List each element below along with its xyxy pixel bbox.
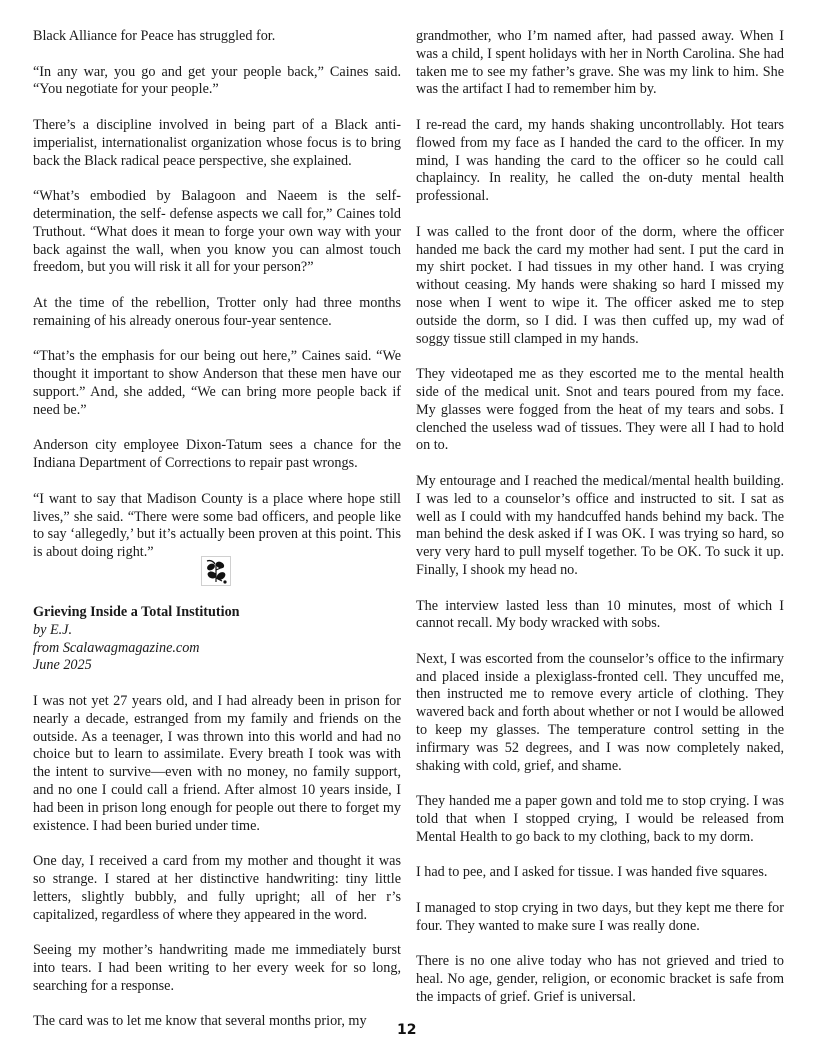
right-column xyxy=(416,28,784,1025)
body-paragraph: The card was to let me know that several months prior, my xyxy=(33,1013,367,1030)
body-paragraph: There is no one alive today who has not grieved and tried to heal. No age, gender, religion, or economic bracket is safe from the impacts of grief. Grief is universal. xyxy=(416,953,784,1006)
page-number: 12 xyxy=(397,1022,417,1038)
body-paragraph: I re-read the card, my hands shaking uncontrollably. Hot tears flowed from my face as I handed the card to the officer. In my mind, I was handing the card to the officer so he could call chaplaincy. In reality, he called the on-duty mental health professional. xyxy=(416,116,784,205)
article-header xyxy=(33,604,401,675)
body-paragraph: The interview lasted less than 10 minutes, most of which I cannot recall. My body wracked with sobs. xyxy=(416,597,784,632)
article-source: from Scalawagmagazine.com xyxy=(33,639,200,656)
fleuron-leaves-icon xyxy=(201,556,231,586)
body-paragraph: I was called to the front door of the dorm, where the officer handed me back the card my mother had sent. I put the card in my shirt pocket. I had tissues in my other hand. I was crying without ceasing. My hands were shaking so hard I missed my nose when I went to wipe it. The officer asked me to step outside the dorm, so I did. I was then cuffed up, my wad of soggy tissue still clamped in my hands. xyxy=(416,223,784,347)
body-paragraph: Anderson city employee Dixon-Tatum sees a chance for the Indiana Department of Corrections to repair past wrongs. xyxy=(33,437,401,472)
body-paragraph: One day, I received a card from my mother and thought it was so strange. I stared at her distinctive handwriting: tiny little letters, slightly bubbly, and fully upright; all of her r’s capitalized, regardless of where they appeared in the word. xyxy=(33,853,401,923)
body-paragraph: “In any war, you go and get your people back,” Caines said. “You negotiate for your people.” xyxy=(33,63,401,98)
body-paragraph: I was not yet 27 years old, and I had already been in prison for nearly a decade, estranged from my family and friends on the outside. As a teenager, I was thrown into this world and had no choice but to learn to assimilate. Every breath I took was with the intent to survive—even with no money, no family support, and no one I could call a friend. After almost 10 years inside, I had been in prison long enough for people out there to forget my existence. I had been buried under time. xyxy=(33,693,401,834)
body-paragraph: “I want to say that Madison County is a place where hope still lives,” she said. “There were some bad officers, and people like to say ‘allegedly,’ but it’s actually been proven at this point. This is about doing right.” xyxy=(33,490,401,561)
body-paragraph: There’s a discipline involved in being part of a Black anti-imperialist, internationalist organization whose focus is to bring back the Black radical peace perspective, she explained. xyxy=(33,116,401,169)
body-paragraph: At the time of the rebellion, Trotter only had three months remaining of his already onerous four-year sentence. xyxy=(33,294,401,329)
body-paragraph: I had to pee, and I asked for tissue. I was handed five squares. xyxy=(416,864,768,881)
body-paragraph: “What’s embodied by Balagoon and Naeem is the self-determination, the self- defense aspects we call for,” Caines told Truthout. “What does it mean to forge your own way with your back against the wall, when you know you can almost touch freedom, but you will risk it all for your person?” xyxy=(33,188,401,276)
body-paragraph: Black Alliance for Peace has struggled for. xyxy=(33,28,276,44)
left-column xyxy=(33,28,401,1049)
body-paragraph: They handed me a paper gown and told me to stop crying. I was told that when I stopped crying, I would be released from Mental Health to go back to my clothing, back to my dorm. xyxy=(416,793,784,845)
article-date: June 2025 xyxy=(33,657,92,674)
body-paragraph: “That’s the emphasis for our being out here,” Caines said. “We thought it important to show Anderson that these men have our support.” And, she added, “We can bring more people back if need be.” xyxy=(33,348,401,418)
body-paragraph: grandmother, who I’m named after, had passed away. When I was a child, I spent holidays with her in North Carolina. She had taken me to see my father’s grave. She was my link to him. She was the artifact I had to remember him by. xyxy=(416,28,784,98)
article-byline: by E.J. xyxy=(33,621,72,638)
body-paragraph: I managed to stop crying in two days, but they kept me there for four. They wanted to make sure I was really done. xyxy=(416,900,784,934)
body-paragraph: Seeing my mother’s handwriting made me immediately burst into tears. I had been writing to her every week for so long, searching for a response. xyxy=(33,942,401,994)
body-paragraph: Next, I was escorted from the counselor’s office to the infirmary and placed inside a plexiglass-fronted cell. They uncuffed me, then instructed me to remove every article of clothing. They wavered back and forth about whether or not I would be allowed to keep my glasses. The temperature control setting in the infirmary was 52 degrees, and I was now completely naked, shaking with cold, grief, and shame. xyxy=(416,650,784,774)
article-headline: Grieving Inside a Total Institution xyxy=(33,603,240,620)
body-paragraph: They videotaped me as they escorted me to the mental health side of the medical unit. Snot and tears poured from my face. My glasses were fogged from the heat of my tears and sobs. I clenched the useless wad of tissues. They were all I had to hold on to. xyxy=(416,366,784,454)
body-paragraph: My entourage and I reached the medical/mental health building. I was led to a counselor’s office and instructed to sit. I sat as well as I could with my handcuffed hands behind my back. The man behind the desk asked if I was OK. I was trying so hard, so very very hard to pull myself together. To be OK. To suck it up. Finally, I shook my head no. xyxy=(416,472,784,578)
